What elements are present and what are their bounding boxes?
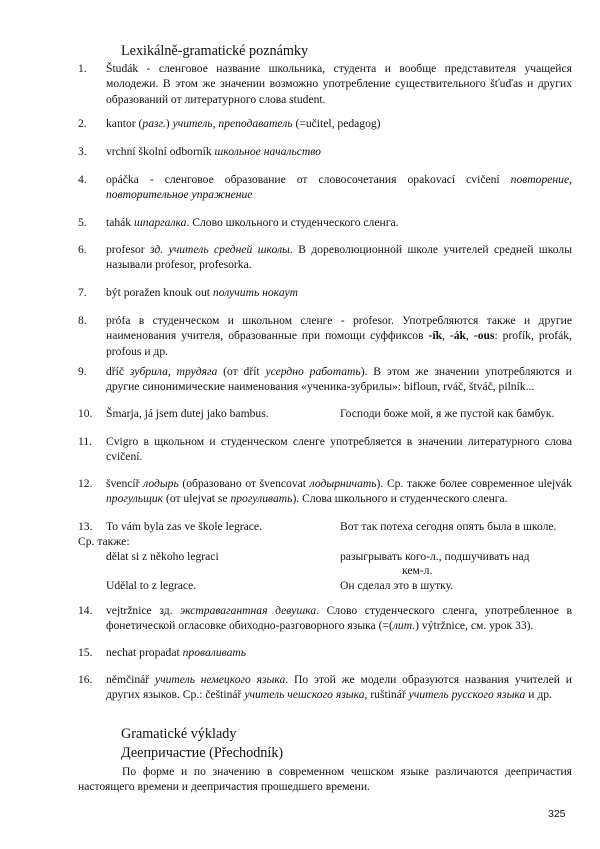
note-number: 7.: [78, 286, 87, 299]
text-run: , ruštinář: [364, 688, 409, 702]
italic-gloss: учитель, преподаватель: [172, 117, 293, 130]
note-item: [78, 172, 572, 203]
text-run: (=učitel, pedagog): [292, 117, 381, 130]
italic-gloss: лодырь: [143, 477, 179, 490]
italic-gloss: лодырничать: [309, 477, 377, 490]
italic-gloss: зд. учитель средней школы: [150, 243, 290, 256]
text-run: Študák - сленговое название школьника, студента и вообще представителя учащейся молодежи. В этом же значении возможно употребление существительного šťuďas и других образований от литературного слова student.: [106, 62, 572, 106]
note-text: [106, 313, 572, 359]
text-run: švencíř: [106, 477, 144, 490]
item-10-number: 10.: [78, 407, 93, 420]
note-item: [78, 285, 572, 300]
note-number: 11.: [78, 435, 93, 448]
note-item: [78, 645, 572, 660]
item-13-example-2-czech: Udělal to z legrace.: [106, 579, 197, 592]
note-text: [106, 285, 572, 300]
italic-gloss: лит.: [392, 619, 416, 633]
text-run: ,: [442, 329, 450, 343]
note-text: [106, 364, 572, 395]
page-number: 325: [548, 808, 566, 820]
item-13-russian: Вот так потеха сегодня опять была в школе.: [340, 520, 557, 533]
text-run: (от ulejvat se: [163, 492, 231, 506]
note-number: 8.: [78, 314, 87, 327]
italic-gloss: повторение, повторительное упражнение: [106, 173, 572, 202]
text-run: ): [165, 117, 173, 130]
text-run: ,: [167, 365, 177, 378]
italic-gloss: учитель русского языка: [408, 688, 526, 702]
note-text: [106, 172, 572, 203]
italic-gloss: трудяга: [176, 365, 218, 378]
note-item: [78, 313, 572, 359]
note-text: [106, 434, 572, 465]
item-10-russian: Господи боже мой, я же пустой как бамбук.: [340, 407, 555, 420]
bold-suffix: -ík: [428, 329, 443, 343]
item-13-example-2-russian: Он сделал это в шутку.: [340, 579, 454, 592]
bold-suffix: -ák: [449, 329, 466, 343]
note-item: [78, 242, 572, 273]
text-run: dříč: [106, 365, 130, 378]
grammar-subtitle: Деепричастие (Přechodník): [121, 745, 284, 761]
italic-gloss: зубрила: [129, 365, 168, 378]
note-text: [106, 144, 572, 159]
bold-suffix: -ous: [473, 329, 495, 343]
italic-gloss: шпаргалка: [134, 216, 187, 229]
note-item: [78, 144, 572, 159]
grammar-paragraph: По форме и по значению в современном чешском языке различаются деепричастия настоящего времени и деепричастия прошедшего времени.: [78, 765, 572, 794]
note-number: 3.: [78, 145, 87, 158]
text-run: kantor (: [106, 117, 143, 130]
note-item: [78, 434, 572, 465]
item-13-czech: To vám byla zas ve škole legrace.: [106, 520, 262, 533]
item-13-cf-label: Ср. также:: [78, 535, 130, 548]
text-run: ) výtržnice, см. урок 33).: [415, 619, 534, 633]
item-13-example-1-czech: dělat si z někoho legraci: [106, 550, 219, 563]
italic-gloss: разг.: [142, 117, 166, 130]
italic-gloss: учитель немецкого языка: [154, 673, 286, 686]
note-item: [78, 672, 572, 703]
text-run: Cvigro в щкольном и студенческом сленге употребляется в значении литературного слова cvičení.: [106, 435, 572, 464]
text-run: (образовано от švencovat: [178, 477, 310, 490]
text-run: . В дореволюционной школе учителей средней школы называли profesor, profesorka.: [106, 243, 572, 272]
item-13-example-1-russian-cont: кем-л.: [402, 564, 433, 577]
note-number: 15.: [78, 646, 93, 659]
italic-gloss: получить нокаут: [212, 286, 298, 299]
text-run: vejtržnice зд.: [106, 604, 181, 617]
note-item: [78, 364, 572, 395]
text-run: . По этой же модели образуются названия учителей и других языков. Ср.: češtinář: [106, 673, 573, 702]
text-run: и др.: [525, 688, 552, 702]
text-run: vrchní školní odborník: [106, 145, 215, 158]
italic-gloss: школьное начальство: [214, 145, 321, 158]
text-run: . Слово студенческого сленга, употребленное в фонетической огласовке обиходно-разговорного языка (=(: [106, 604, 572, 633]
italic-gloss: проваливать: [182, 646, 247, 659]
note-text: [106, 476, 572, 507]
italic-gloss: экстравагантная девушка: [180, 604, 317, 617]
note-text: [106, 116, 572, 131]
note-item: [78, 603, 572, 634]
note-number: 1.: [78, 62, 87, 75]
note-text: [106, 215, 572, 230]
note-number: 12.: [78, 477, 93, 490]
note-number: 2.: [78, 117, 87, 130]
text-run: ,: [465, 329, 474, 343]
note-number: 9.: [78, 365, 87, 378]
text-run: profesor: [106, 243, 151, 256]
italic-gloss: усердно работать: [265, 365, 361, 378]
note-number: 5.: [78, 216, 87, 229]
italic-gloss: прогульщик: [106, 492, 164, 506]
item-13-example-1-russian: разыгрывать кого-л., подшучивать над: [340, 550, 530, 563]
text-run: . Слово школьного и студенческого сленга.: [186, 216, 399, 229]
text-run: : profík, profák, profous и др.: [106, 329, 572, 358]
text-run: ). Ср. также более современное ulejvák: [376, 477, 572, 490]
italic-gloss: прогуливать: [230, 492, 293, 506]
note-item: [78, 215, 572, 230]
text-run: ). Слова школьного и студенческого сленга.: [292, 492, 508, 506]
note-text: [106, 645, 572, 660]
text-run: ). В этом же значении употребляются и другие синонимические наименования «ученика-зубрилы»: bifloun, rváč, štváč, pilník...: [106, 365, 572, 394]
note-text: [106, 61, 572, 107]
note-text: [106, 242, 572, 273]
note-text: [106, 603, 572, 634]
item-10-czech: Šmarja, já jsem dutej jako bambus.: [106, 407, 269, 420]
text-run: opáčka - сленговое образование от словосочетания opakovací cvičení: [106, 173, 511, 186]
note-number: 6.: [78, 243, 87, 256]
text-run: němčinář: [106, 673, 155, 686]
note-item: [78, 116, 572, 131]
note-text: [106, 672, 572, 703]
note-item: [78, 476, 572, 507]
text-run: prófa в студенческом и школьном сленге - profesor. Употребляются также и другие наименования учителя, образованные при помощи суффиксов: [106, 314, 572, 343]
note-item: [78, 61, 572, 107]
text-run: (от dřít: [217, 365, 266, 378]
grammar-title: Gramatické výklady: [121, 726, 237, 742]
text-run: tahák: [106, 216, 135, 229]
note-number: 4.: [78, 173, 87, 186]
note-number: 14.: [78, 604, 93, 617]
text-run: být poražen knouk out: [106, 286, 213, 299]
section-title: Lexikálně-gramatické poznámky: [121, 43, 309, 59]
item-13-number: 13.: [78, 520, 93, 533]
italic-gloss: учитель чешского языка: [244, 688, 365, 702]
text-run: nechat propadat: [106, 646, 183, 659]
note-number: 16.: [78, 673, 93, 686]
